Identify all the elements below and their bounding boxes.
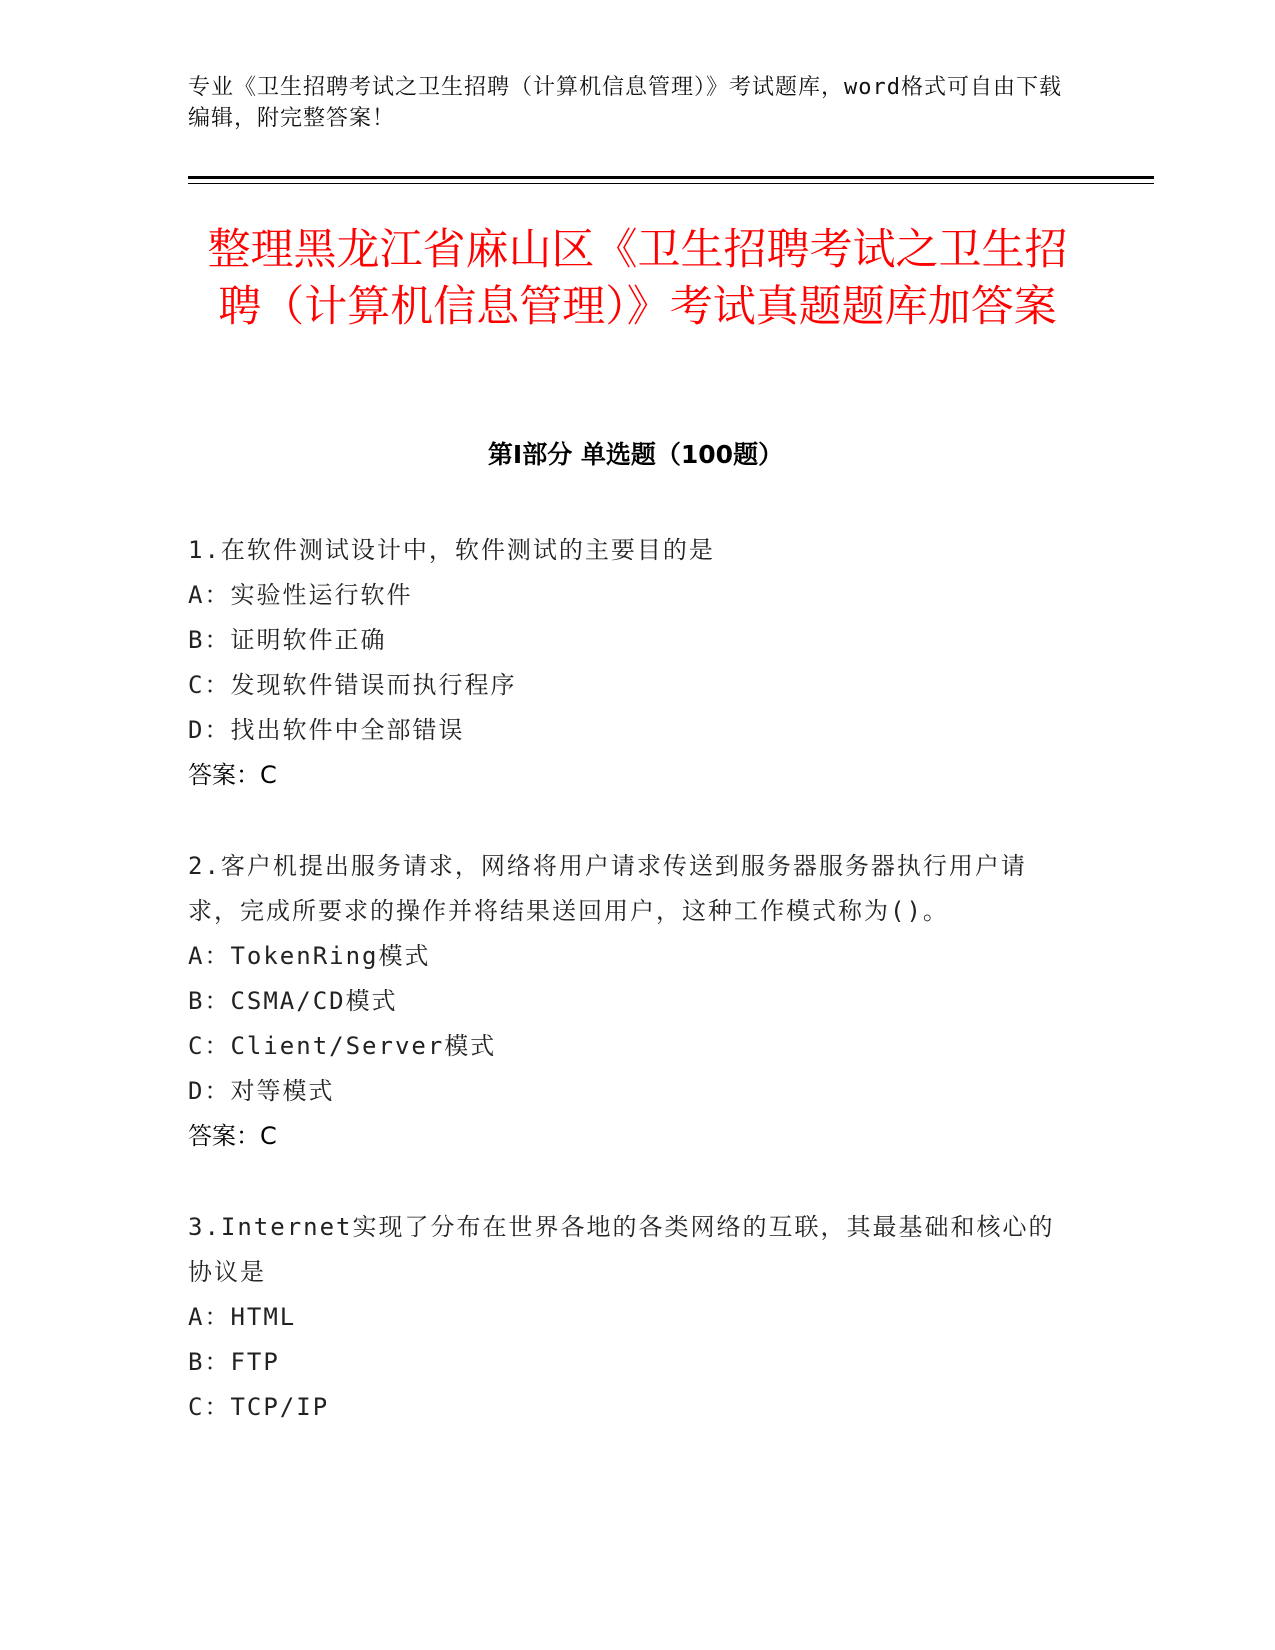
header-note: 专业《卫生招聘考试之卫生招聘（计算机信息管理）》考试题库，word格式可自由下载编辑，附完整答案！: [188, 75, 1062, 131]
option-c: C：Client/Server模式: [188, 1032, 497, 1060]
question-3: [188, 1205, 1068, 1430]
document-title: 整理黑龙江省麻山区《卫生招聘考试之卫生招聘（计算机信息管理）》考试真题题库加答案: [207, 225, 1068, 332]
question-stem: 2.客户机提出服务请求，网络将用户请求传送到服务器服务器执行用户请求，完成所要求的操作并将结果送回用户，这种工作模式称为()。: [188, 852, 1027, 925]
question-stem: 3.Internet实现了分布在世界各地的各类网络的互联，其最基础和核心的协议是: [188, 1213, 1055, 1286]
option-a: A：实验性运行软件: [188, 581, 413, 609]
answer: 答案：C: [188, 761, 277, 789]
option-b: B：证明软件正确: [188, 626, 387, 654]
question-stem: 1.在软件测试设计中，软件测试的主要目的是: [188, 536, 715, 564]
question-2: [188, 844, 1068, 1159]
option-c: C：发现软件错误而执行程序: [188, 671, 517, 699]
answer: 答案：C: [188, 1122, 277, 1150]
question-1: [188, 528, 1068, 798]
option-d: D：找出软件中全部错误: [188, 716, 465, 744]
option-a: A：TokenRing模式: [188, 942, 431, 970]
option-b: B：CSMA/CD模式: [188, 987, 398, 1015]
header-rule-thin: [188, 183, 1154, 184]
question-list: [188, 528, 1068, 1476]
option-a: A：HTML: [188, 1303, 297, 1331]
header-rule-thick: [188, 176, 1154, 179]
section-title: 第I部分 单选题（100题）: [487, 440, 784, 469]
option-b: B：FTP: [188, 1348, 280, 1376]
option-c: C：TCP/IP: [188, 1393, 330, 1421]
option-d: D：对等模式: [188, 1077, 335, 1105]
